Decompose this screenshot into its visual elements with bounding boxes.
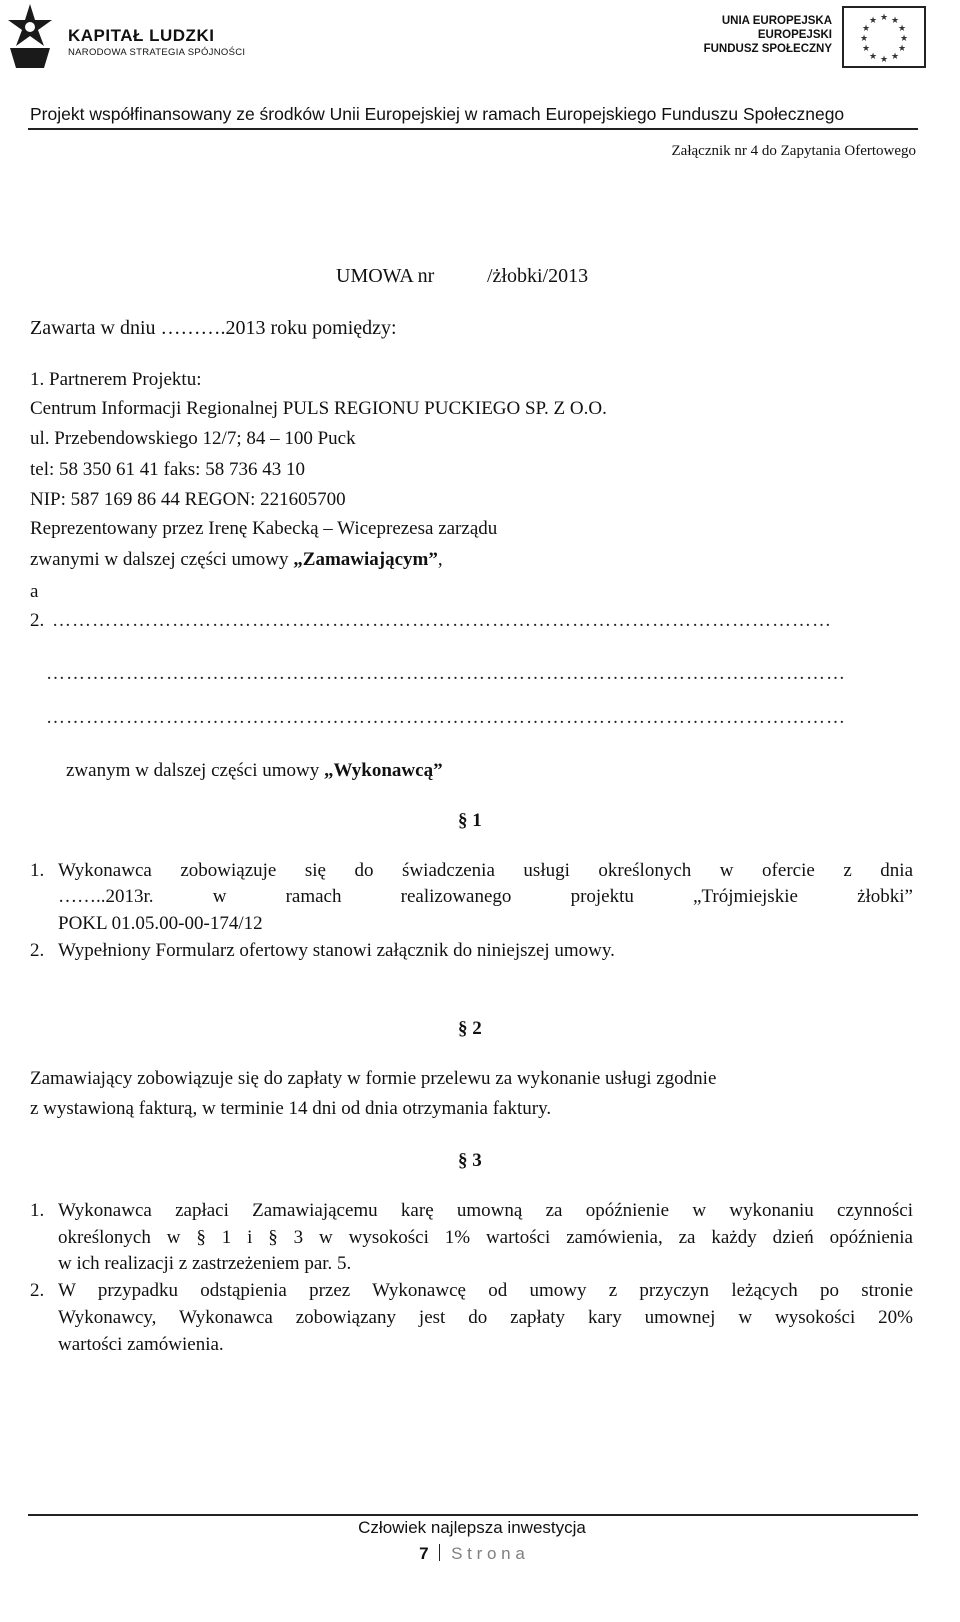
- eu-flag-icon: [842, 6, 926, 68]
- header-divider: [28, 128, 918, 130]
- contract-title: UMOWA nr: [336, 265, 435, 287]
- eu-logo-line2: EUROPEJSKI: [757, 29, 832, 41]
- s3-p2-line3: wartości zamówienia.: [58, 1334, 224, 1355]
- footer-slogan: Człowiek najlepsza inwestycja: [358, 1518, 586, 1537]
- party2-called-name: „Wykonawcą”: [324, 760, 443, 781]
- eu-logo: [700, 4, 928, 70]
- s2-line2: z wystawioną fakturą, w terminie 14 dni od dnia otrzymania faktury.: [30, 1098, 552, 1119]
- svg-text:★: ★: [879, 55, 889, 65]
- svg-text:★: ★: [879, 13, 889, 23]
- svg-text:★: ★: [897, 24, 907, 34]
- svg-text:★: ★: [890, 52, 900, 62]
- party2-dots-line2: …………………………………………………………………………………………………………: [46, 663, 846, 684]
- svg-text:★: ★: [868, 16, 878, 26]
- party2-number: 2.: [30, 610, 45, 631]
- svg-text:★: ★: [861, 24, 871, 34]
- svg-text:★: ★: [899, 34, 909, 44]
- page-separator: [439, 1544, 440, 1561]
- and-connector: a: [30, 581, 39, 602]
- s1-p1-number: 1.: [30, 860, 45, 881]
- party2-dots-line1: ………………………………………………………………………………………………………: [52, 610, 832, 631]
- party1-called-name: „Zamawiającym”: [293, 549, 438, 570]
- s3-p1-line1: Wykonawca zapłaci Zamawiającemu karę umowną za opóźnienie w wykonaniu czynności: [58, 1200, 913, 1221]
- section2-heading: § 2: [458, 1018, 482, 1039]
- section3-heading: § 3: [458, 1150, 482, 1171]
- s1-p1-line3: POKL 01.05.00-00-174/12: [58, 913, 263, 934]
- kapital-ludzki-title: KAPITAŁ LUDZKI: [68, 26, 215, 45]
- svg-text:★: ★: [890, 16, 900, 26]
- s1-p1-line1: Wykonawca zobowiązuje się do świadczenia usługi określonych w ofercie z dnia: [58, 860, 913, 881]
- s3-p1-number: 1.: [30, 1200, 45, 1221]
- kapital-ludzki-subtitle: NARODOWA STRATEGIA SPÓJNOŚCI: [68, 47, 246, 58]
- s3-p2-line2: Wykonawcy, Wykonawca zobowiązany jest do zapłaty kary umownej w wysokości 20%: [58, 1307, 913, 1328]
- s3-p1-line3: w ich realizacji z zastrzeżeniem par. 5.: [58, 1253, 352, 1274]
- party1-called-prefix: zwanymi w dalszej części umowy: [30, 549, 294, 570]
- s3-p2-line1: W przypadku odstąpienia przez Wykonawcę od umowy z przyczyn leżących po stronie: [58, 1280, 913, 1301]
- s1-p2-text: Wypełniony Formularz ofertowy stanowi załącznik do niniejszej umowy.: [58, 940, 615, 961]
- party1-called-suffix: ,: [437, 549, 443, 570]
- svg-text:★: ★: [859, 34, 869, 44]
- svg-text:★: ★: [861, 44, 871, 54]
- party1-represented: Reprezentowany przez Irenę Kabecką – Wiceprezesa zarządu: [30, 518, 498, 539]
- s3-p2-number: 2.: [30, 1280, 45, 1301]
- project-cofinancing-line: Projekt współfinansowany ze środków Unii Europejskiej w ramach Europejskiego Funduszu Społecznego: [30, 104, 845, 124]
- party1-name: Centrum Informacji Regionalnej PULS REGIONU PUCKIEGO SP. Z O.O.: [30, 398, 607, 419]
- kapital-ludzki-logo: [4, 2, 246, 72]
- s1-p1-line2: ……..2013r. w ramach realizowanego projektu „Trójmiejskie żłobki”: [58, 886, 913, 907]
- page-number: 7: [419, 1544, 429, 1563]
- party1-address: ul. Przebendowskiego 12/7; 84 – 100 Puck: [30, 428, 356, 449]
- party1-phone: tel: 58 350 61 41 faks: 58 736 43 10: [30, 459, 305, 480]
- party1-heading: 1. Partnerem Projektu:: [30, 369, 202, 390]
- party2-dots-line3: …………………………………………………………………………………………………………: [46, 707, 846, 728]
- section1-heading: § 1: [458, 810, 482, 831]
- party2-called-prefix: zwanym w dalszej części umowy: [66, 760, 324, 781]
- svg-text:★: ★: [868, 52, 878, 62]
- party1-called: [30, 549, 443, 571]
- eu-logo-line1: UNIA EUROPEJSKA: [721, 15, 832, 27]
- s2-line1: Zamawiający zobowiązuje się do zapłaty w formie przelewu za wykonanie usługi zgodnie: [30, 1068, 717, 1089]
- s3-p1-line2: określonych w § 1 i § 3 w wysokości 1% wartości zamówienia, za każdy dzień opóźnienia: [58, 1227, 913, 1248]
- party1-ids: NIP: 587 169 86 44 REGON: 221605700: [30, 489, 346, 510]
- kapital-ludzki-emblem-icon: [4, 2, 56, 72]
- eu-logo-line3: FUNDUSZ SPOŁECZNY: [703, 43, 832, 55]
- svg-text:★: ★: [897, 44, 907, 54]
- concluded-date-line: Zawarta w dniu ……….2013 roku pomiędzy:: [30, 317, 397, 339]
- footer-page: [0, 1544, 944, 1564]
- s1-p2-number: 2.: [30, 940, 45, 961]
- attachment-label: Załącznik nr 4 do Zapytania Ofertowego: [671, 143, 916, 159]
- contract-number-suffix: /żłobki/2013: [487, 265, 589, 287]
- footer-divider: [28, 1514, 918, 1516]
- party2-called: [66, 760, 443, 782]
- page-label: S t r o n a: [451, 1544, 525, 1563]
